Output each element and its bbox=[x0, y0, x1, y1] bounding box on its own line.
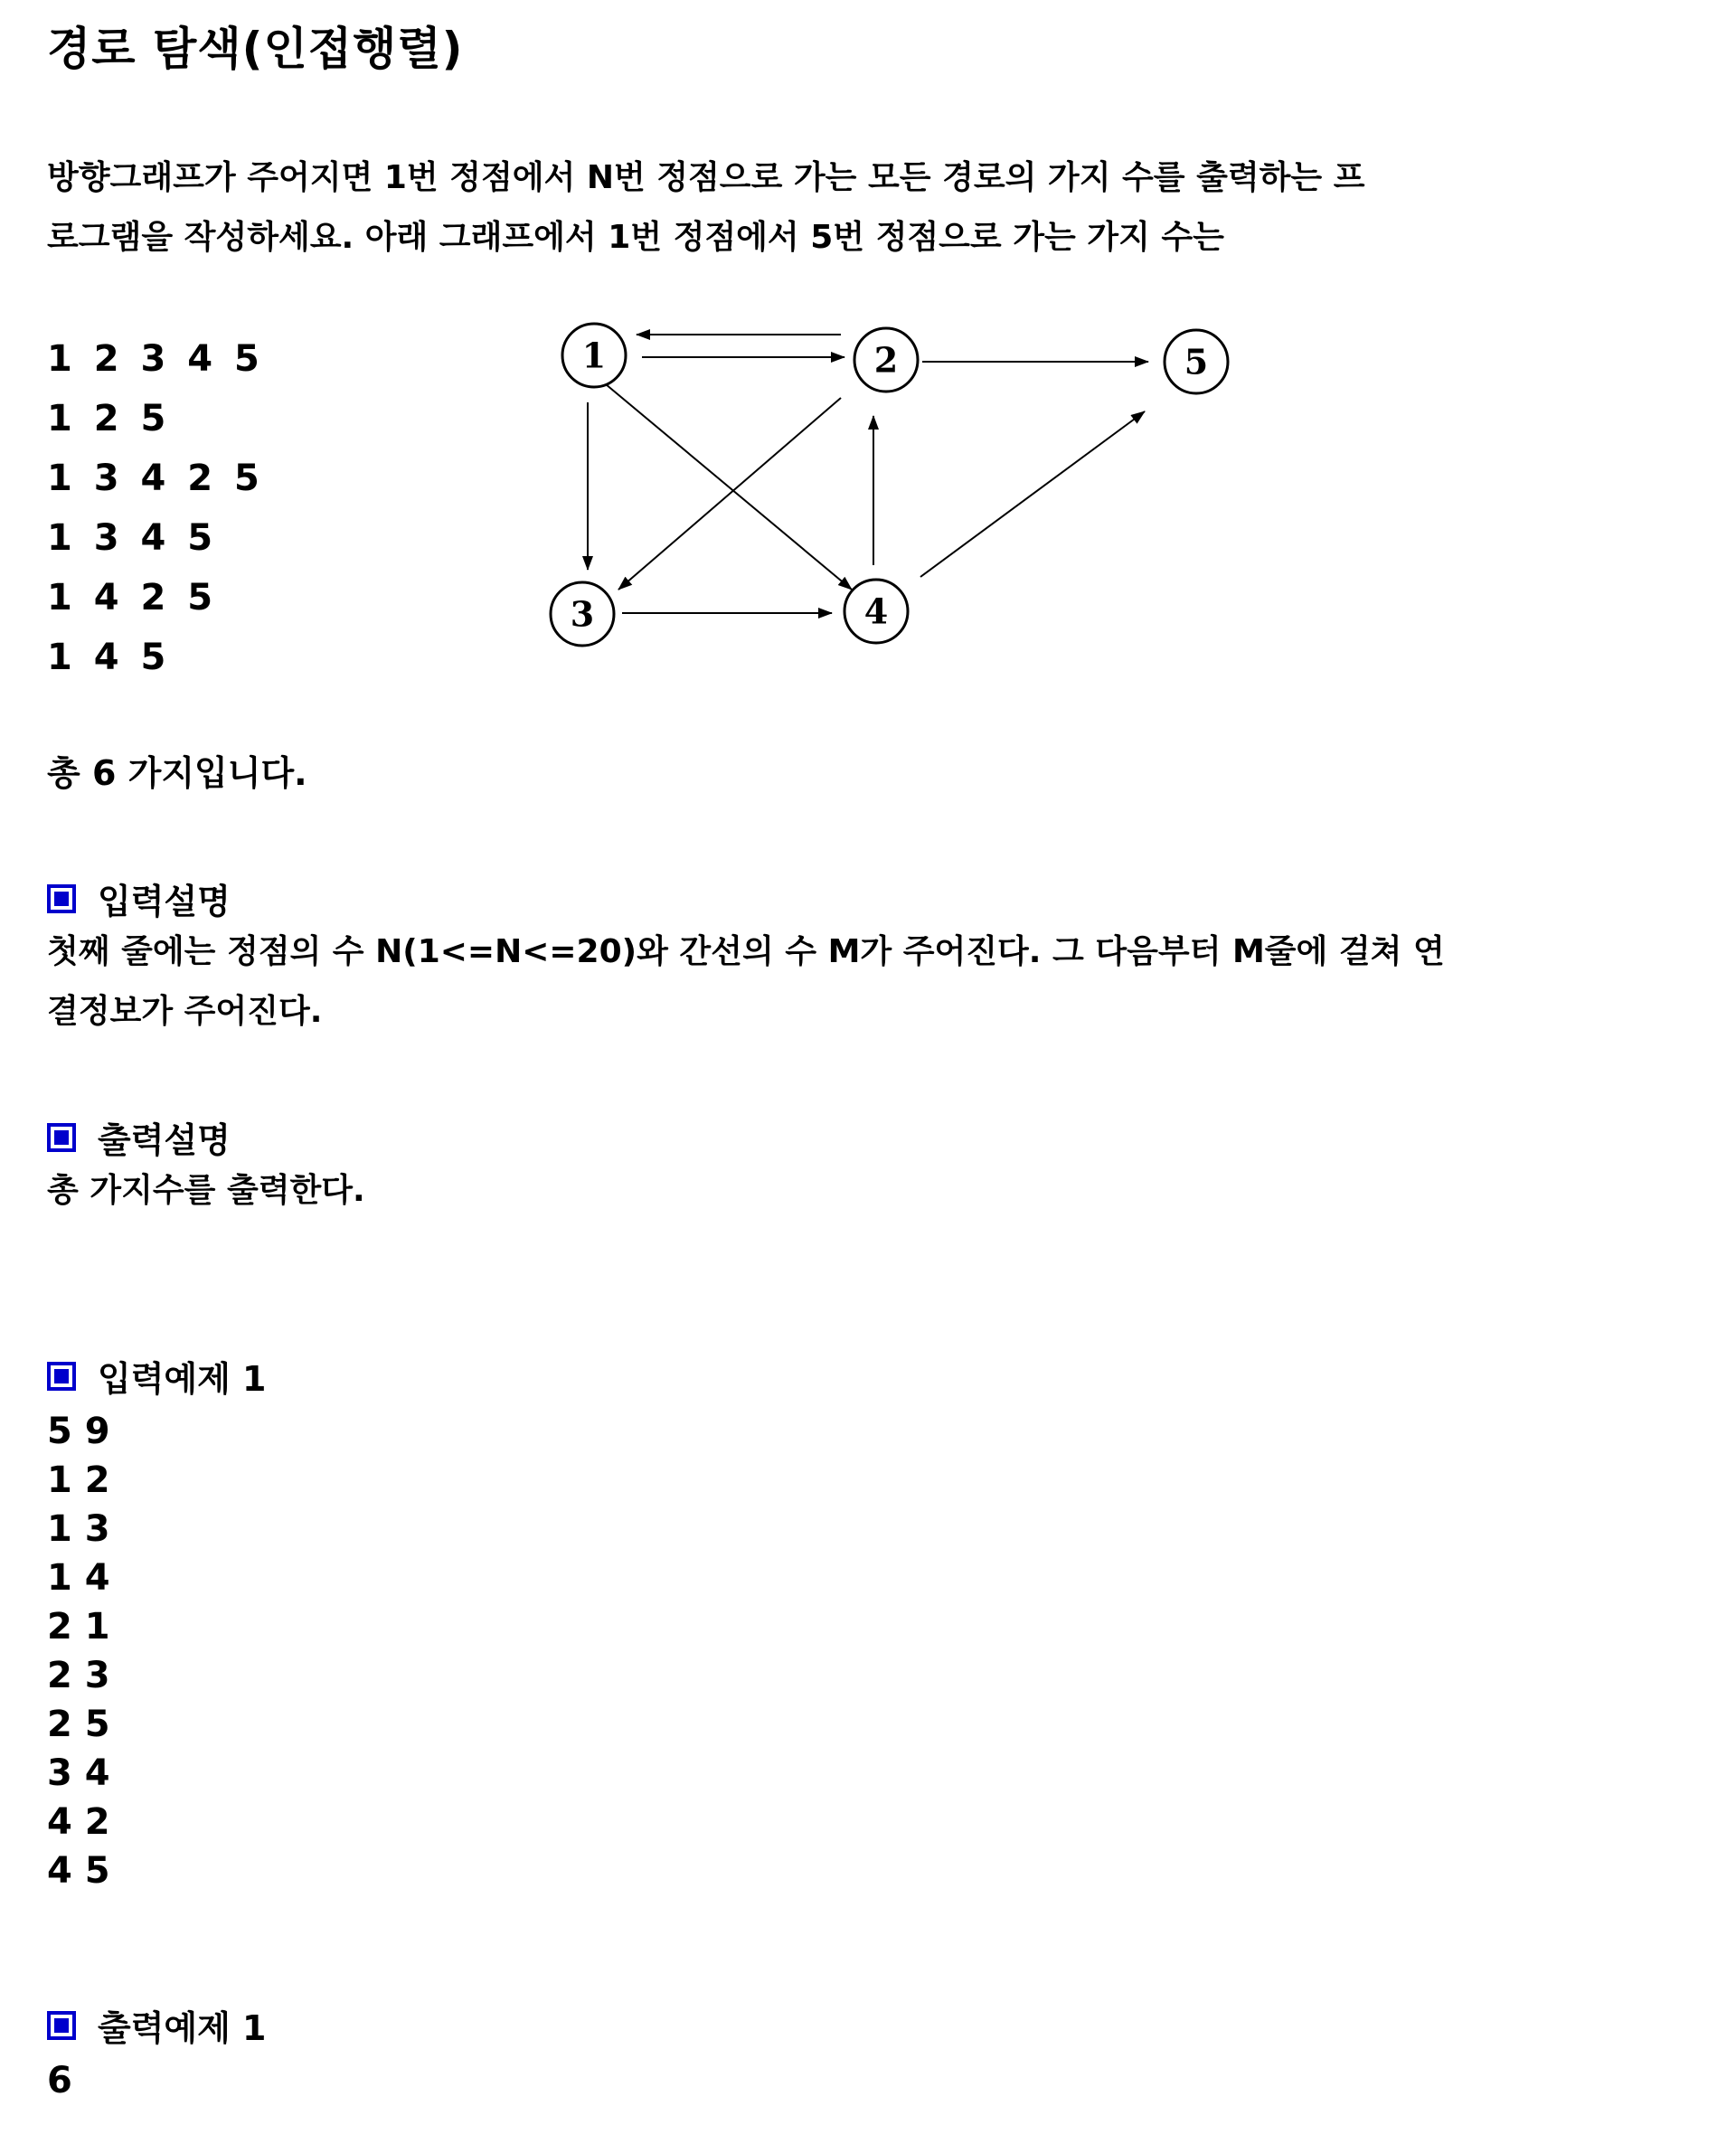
sample-line: 2 5 bbox=[47, 1704, 110, 1745]
output-description-heading bbox=[47, 1112, 231, 1162]
node-label: 3 bbox=[570, 593, 595, 635]
path-list bbox=[47, 329, 259, 687]
square-marker-icon bbox=[47, 1123, 76, 1152]
square-marker-icon bbox=[47, 884, 76, 913]
section-heading-label: 출력설명 bbox=[98, 1120, 231, 1160]
page-title: 경로 탐색(인접행렬) bbox=[47, 23, 464, 75]
node-label: 4 bbox=[863, 590, 889, 632]
path-item: 1 4 5 bbox=[47, 637, 166, 678]
graph-node bbox=[844, 580, 908, 643]
description-line: 로그램을 작성하세요. 아래 그래프에서 1번 정점에서 5번 정점으로 가는 가지 수는 bbox=[47, 219, 1224, 256]
node-label: 2 bbox=[873, 339, 899, 381]
node-label: 5 bbox=[1184, 341, 1209, 382]
sample-line: 1 4 bbox=[47, 1557, 110, 1599]
graph-node bbox=[562, 324, 626, 387]
total-count-text: 총 6 가지입니다. bbox=[47, 753, 307, 793]
description-line: 방향그래프가 주어지면 1번 정점에서 N번 정점으로 가는 모든 경로의 가지 수를 출력하는 프 bbox=[47, 159, 1365, 196]
input-example-block bbox=[47, 1407, 110, 1895]
section-heading-label: 입력예제 1 bbox=[98, 1359, 267, 1399]
output-description-text bbox=[47, 1161, 365, 1221]
sample-line: 6 bbox=[47, 2060, 72, 2101]
path-item: 1 3 4 2 5 bbox=[47, 458, 259, 499]
input-description-text bbox=[47, 922, 1445, 1042]
sample-line: 1 2 bbox=[47, 1459, 110, 1501]
square-marker-icon bbox=[47, 1362, 76, 1391]
path-item: 1 3 4 5 bbox=[47, 517, 213, 559]
description-line: 첫째 줄에는 정점의 수 N(1<=N<=20)와 간선의 수 M가 주어진다. 그 다음부터 M줄에 걸쳐 연 bbox=[47, 933, 1445, 970]
description-line: 결정보가 주어진다. bbox=[47, 993, 323, 1030]
description-line: 총 가지수를 출력한다. bbox=[47, 1172, 365, 1209]
sample-line: 1 3 bbox=[47, 1508, 110, 1550]
path-item: 1 2 3 4 5 bbox=[47, 338, 259, 380]
edge-2-3 bbox=[618, 398, 841, 590]
path-item: 1 4 2 5 bbox=[47, 577, 213, 619]
directed-graph-diagram bbox=[506, 298, 1248, 678]
sample-line: 5 9 bbox=[47, 1411, 110, 1452]
square-marker-icon bbox=[47, 2011, 76, 2040]
input-description-heading bbox=[47, 873, 231, 923]
edge-1-4 bbox=[606, 384, 852, 590]
node-label: 1 bbox=[581, 335, 607, 376]
output-example-block bbox=[47, 2056, 72, 2105]
graph-node bbox=[551, 582, 614, 646]
graph-node bbox=[1165, 330, 1228, 393]
section-heading-label: 출력예제 1 bbox=[98, 2008, 267, 2048]
problem-description bbox=[47, 148, 1365, 268]
path-item: 1 2 5 bbox=[47, 398, 166, 439]
input-example-heading bbox=[47, 1351, 267, 1401]
graph-node bbox=[854, 328, 918, 392]
sample-line: 2 3 bbox=[47, 1655, 110, 1696]
sample-line: 3 4 bbox=[47, 1752, 110, 1794]
sample-line: 2 1 bbox=[47, 1606, 110, 1648]
sample-line: 4 2 bbox=[47, 1801, 110, 1843]
output-example-heading bbox=[47, 2000, 267, 2050]
edge-4-5 bbox=[920, 411, 1145, 577]
section-heading-label: 입력설명 bbox=[98, 882, 231, 921]
sample-line: 4 5 bbox=[47, 1850, 110, 1892]
